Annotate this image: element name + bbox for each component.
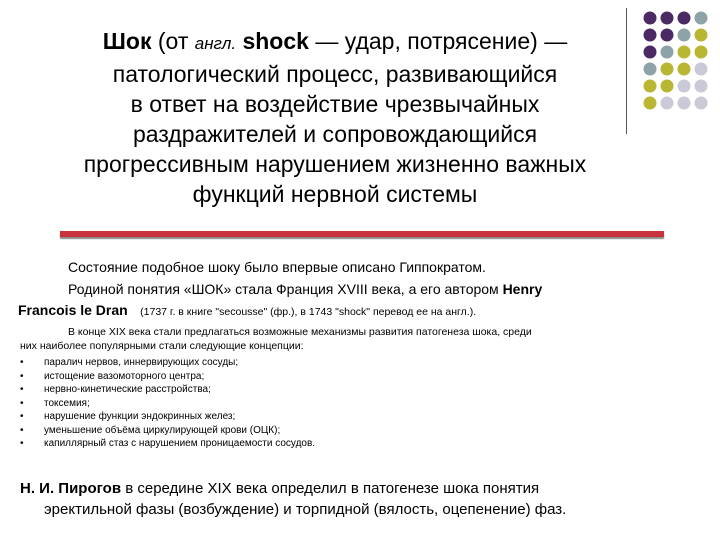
title-line-6: функций нервной системы xyxy=(192,181,478,207)
title-paren: (от xyxy=(157,28,189,54)
title-english-word: shock xyxy=(242,28,309,54)
title-line-5: прогрессивным нарушением жизненно важных xyxy=(83,151,587,177)
decorative-dot xyxy=(661,80,674,93)
history-detail: (1737 г. в книге "secousse" (фр.), в 1743 "shock" перевод ее на англ.). xyxy=(140,306,477,318)
decorative-dot xyxy=(644,46,657,59)
bullet-icon: • xyxy=(20,357,24,368)
slide-title xyxy=(30,26,640,209)
decorative-dot xyxy=(644,29,657,42)
list-item-text: нарушение функции эндокринных желез; xyxy=(44,411,236,422)
concepts-list xyxy=(20,356,680,451)
concepts-intro-line-2: них наиболее популярными стали следующие концепции: xyxy=(20,340,304,352)
list-item-text: нервно-кинетические расстройства; xyxy=(44,384,211,395)
author-first-name: Henry xyxy=(502,281,543,297)
decorative-dot xyxy=(678,46,691,59)
decorative-dot xyxy=(644,80,657,93)
decorative-dot-grid xyxy=(642,10,712,122)
history-line-1: Состояние подобное шоку было впервые описано Гиппократом. xyxy=(68,259,486,275)
list-item xyxy=(20,356,680,370)
decorative-divider xyxy=(626,8,627,134)
decorative-dot xyxy=(678,97,691,110)
decorative-dot xyxy=(695,46,708,59)
list-item xyxy=(20,383,680,397)
decorative-dot xyxy=(644,63,657,76)
title-line-1 xyxy=(30,26,640,59)
list-item xyxy=(20,370,680,384)
decorative-dot xyxy=(678,29,691,42)
pirogov-paragraph xyxy=(20,478,690,520)
bullet-icon: • xyxy=(20,397,24,409)
decorative-dot xyxy=(644,12,657,25)
list-item-text: капиллярный стаз с нарушением проницаемости сосудов. xyxy=(44,438,316,449)
list-item-text: токсемия; xyxy=(44,397,90,409)
decorative-dot xyxy=(661,97,674,110)
decorative-dot xyxy=(661,12,674,25)
title-term: Шок xyxy=(102,28,152,54)
title-definition-start: — удар, потрясение) — xyxy=(315,28,568,54)
decorative-dot xyxy=(661,63,674,76)
title-line-2: патологический процесс, развивающийся xyxy=(112,61,558,87)
list-item xyxy=(20,397,680,411)
title-line-3: в ответ на воздействие чрезвычайных xyxy=(130,91,540,117)
bullet-icon: • xyxy=(20,370,24,382)
list-item-text: уменьшение объёма циркулирующей крови (ОЦК); xyxy=(44,424,281,436)
title-line-4: раздражителей и сопровождающийся xyxy=(132,121,538,147)
history-line-2 xyxy=(68,280,688,298)
decorative-dot xyxy=(695,97,708,110)
history-line-3 xyxy=(18,301,698,320)
decorative-dot xyxy=(678,63,691,76)
history-line-2-text: Родиной понятия «ШОК» стала Франция XVIII века, а его автором xyxy=(68,281,499,297)
decorative-dot xyxy=(678,12,691,25)
pirogov-text-1: в середине XIX века определил в патогенезе шока понятия xyxy=(125,480,540,497)
bullet-icon: • xyxy=(20,411,24,422)
list-item xyxy=(20,424,680,438)
decorative-dot xyxy=(678,80,691,93)
decorative-dot xyxy=(695,80,708,93)
decorative-dot xyxy=(661,29,674,42)
decorative-dot xyxy=(644,97,657,110)
pirogov-name: Н. И. Пирогов xyxy=(20,480,122,497)
decorative-dot xyxy=(661,46,674,59)
author-name: Francois le Dran xyxy=(18,302,128,318)
bullet-icon: • xyxy=(20,424,24,436)
decorative-dot xyxy=(695,12,708,25)
list-item-text: истощение вазомоторного центра; xyxy=(44,370,205,382)
list-item xyxy=(20,437,680,451)
list-item-text: паралич нервов, иннервирующих сосуды; xyxy=(44,357,239,368)
bullet-icon: • xyxy=(20,384,24,395)
pirogov-line-2: эректильной фазы (возбуждение) и торпидной (вялость, оцепенение) фаз. xyxy=(44,501,567,518)
list-item xyxy=(20,410,680,424)
pirogov-line-1 xyxy=(20,478,690,499)
concepts-intro-line-1: В конце XIX века стали предлагаться возможные механизмы развития патогенеза шока, среди xyxy=(68,326,532,338)
decorative-dot xyxy=(695,63,708,76)
title-underline-bar xyxy=(60,231,664,237)
title-lang: англ. xyxy=(194,34,237,53)
decorative-dot xyxy=(695,29,708,42)
bullet-icon: • xyxy=(20,438,24,449)
